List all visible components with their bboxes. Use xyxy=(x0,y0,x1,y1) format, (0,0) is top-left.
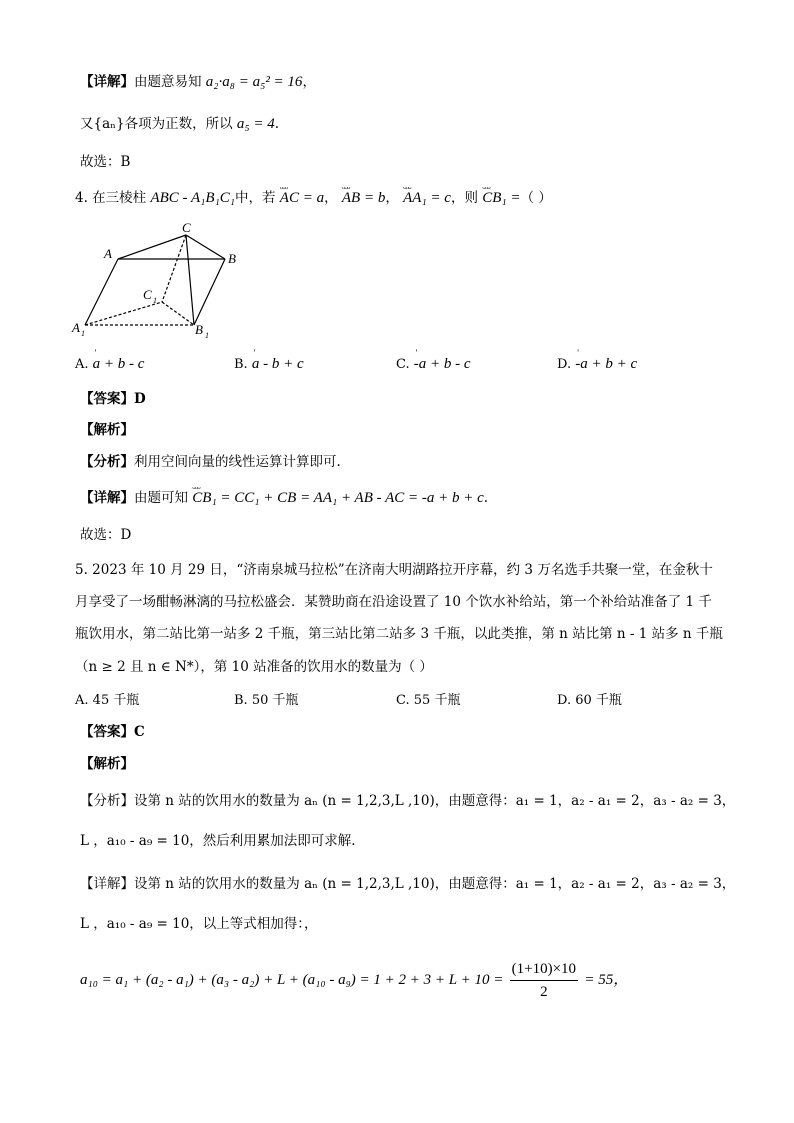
line2-text: 又{aₙ}各项为正数，所以 xyxy=(80,116,233,132)
q4-prefix: 4. 在三棱柱 xyxy=(75,190,147,206)
q5-fenxi-2: L ，a₁₀ - a₉ = 10，然后利用累加法即可求解. xyxy=(80,833,356,849)
fenxi-tag: 【分析】 xyxy=(80,454,134,470)
xiangjie-math: ᴗᴗᴗ CB₁ = CC₁ + CB = AA₁ + AB - AC = -a + b + c xyxy=(192,488,484,508)
option-label: D. xyxy=(557,357,572,372)
label-c: C xyxy=(182,222,191,235)
q4-option-d[interactable] xyxy=(557,354,637,375)
q4-stem: 4. 在三棱柱 ABC - A₁B₁C₁中，若 ᴗᴗᴗ AC = a， ᴗᴗᴗ AB = b， ᴗᴗᴗ AA₁ = c，则 ᴗᴗᴗ CB₁ =（ ） xyxy=(75,188,552,208)
q5-stem-4: （n ≥ 2 且 n ∈ N*），第 10 站准备的饮用水的数量为（ ） xyxy=(75,659,433,675)
q4-answer: 【答案】D xyxy=(80,391,146,407)
option-text: 45 千瓶 xyxy=(92,693,140,708)
line2-math: a₅ = 4 xyxy=(236,116,275,132)
punct: . xyxy=(483,490,489,506)
edge-cc1 xyxy=(162,235,186,302)
punct: . xyxy=(274,116,280,132)
option-text: 60 千瓶 xyxy=(575,693,622,708)
option-text: 55 千瓶 xyxy=(413,693,461,708)
q5-option-c[interactable] xyxy=(396,691,460,711)
q4-choice: 故选：D xyxy=(80,527,132,543)
option-text: 50 千瓶 xyxy=(251,693,299,708)
label-a: A xyxy=(104,246,112,261)
detail-tag: 【详解】 xyxy=(80,74,134,90)
fraction-denominator: 2 xyxy=(540,984,548,1000)
edge-a1c1 xyxy=(85,302,162,325)
option-expr: ' a - b + c xyxy=(252,354,304,374)
q5-xiangjie-2: L ，a₁₀ - a₉ = 10，以上等式相加得：， xyxy=(80,916,318,932)
xiangjie-tag: 【详解】 xyxy=(80,490,134,506)
q4-ask: ，则 xyxy=(450,190,478,206)
option-label: C. xyxy=(396,693,410,708)
edge-cb1 xyxy=(186,235,194,325)
xiangjie-text: 由题可知 xyxy=(134,490,188,506)
q5-stem-2: 月享受了一场酣畅淋漓的马拉松盛会．某赞助商在沿途设置了 10 个饮水补给站，第一个补给站准备了 1 千 xyxy=(75,594,712,610)
sum-fraction xyxy=(510,958,578,1003)
q5-sum-equation xyxy=(80,958,628,1003)
q4-target: ᴗᴗᴗ CB₁ = xyxy=(482,188,520,208)
solution-line-1 xyxy=(80,72,316,92)
edge-bb1 xyxy=(194,259,225,325)
q5-answer: 【答案】C xyxy=(80,724,145,740)
q5-option-a[interactable] xyxy=(75,691,139,711)
q4-given-2: ᴗᴗᴗ AB = b xyxy=(342,188,385,208)
option-label: B. xyxy=(234,357,248,372)
edge-cb xyxy=(186,235,225,259)
punct: ， xyxy=(302,74,316,90)
option-expr: ' a + b - c xyxy=(93,354,145,374)
sum-lhs: a₁₀ = a₁ + (a₂ - a₁) + (a₃ - a₂) + L + (a₁₀ - a₉) = 1 + 2 + 3 + L + 10 = xyxy=(80,972,504,988)
option-label: A. xyxy=(75,357,89,372)
choice-line: 故选：B xyxy=(80,154,131,170)
q4-analysis-tag: 【解析】 xyxy=(80,422,134,438)
sum-rhs: = 55， xyxy=(584,972,629,988)
option-label: A. xyxy=(75,693,89,708)
option-label: B. xyxy=(234,693,248,708)
q4-blank: （ ） xyxy=(520,190,552,206)
label-b: B xyxy=(228,251,236,266)
q4-xiangjie xyxy=(80,488,488,508)
q4-mid: 中，若 xyxy=(235,190,276,206)
label-b1: B xyxy=(195,322,203,337)
fraction-numerator: (1+10)×10 xyxy=(510,958,578,981)
q5-stem-1: 5. 2023 年 10 月 29 日，“济南泉城马拉松”在济南大明湖路拉开序幕，约 3 万名选手共聚一堂，在金秋十 xyxy=(75,562,713,578)
edge-ac xyxy=(118,235,186,259)
q5-option-d[interactable] xyxy=(557,691,622,711)
option-expr: ' -a + b - c xyxy=(414,354,471,374)
label-b1-sub: 1 xyxy=(205,331,209,340)
label-a1-sub: 1 xyxy=(81,329,85,338)
solution-line-2 xyxy=(80,114,279,134)
q4-option-a[interactable] xyxy=(75,354,144,375)
label-c1: C xyxy=(143,287,152,302)
prism-figure xyxy=(70,222,250,348)
q4-option-c[interactable] xyxy=(396,354,471,375)
q5-xiangjie-1: 【详解】设第 n 站的饮用水的数量为 aₙ (n = 1,2,3,L ,10)，由题意得：a₁ = 1，a₂ - a₁ = 2，a₃ - a₂ = 3， xyxy=(80,876,736,892)
q4-given-1: ᴗᴗᴗ AC = a xyxy=(280,188,324,208)
q5-analysis-tag: 【解析】 xyxy=(80,756,134,772)
option-label: D. xyxy=(557,693,572,708)
q4-fenxi xyxy=(80,452,341,472)
q4-given-3: ᴗᴗᴗ AA₁ = c xyxy=(403,188,451,208)
detail-text: 由题意易知 xyxy=(134,74,202,90)
edge-aa1 xyxy=(85,259,118,325)
label-c1-sub: 1 xyxy=(153,296,157,305)
detail-math: a₂·a₈ = a₅² = 16 xyxy=(205,74,303,90)
option-expr: ' -a + b + c xyxy=(575,354,637,374)
q4-option-b[interactable] xyxy=(234,354,304,375)
q5-fenxi-1: 【分析】设第 n 站的饮用水的数量为 aₙ (n = 1,2,3,L ,10)，由题意得：a₁ = 1，a₂ - a₁ = 2，a₃ - a₂ = 3， xyxy=(80,793,736,809)
fenxi-text: 利用空间向量的线性运算计算即可. xyxy=(134,454,341,470)
label-a1: A xyxy=(72,320,80,335)
q5-option-b[interactable] xyxy=(234,691,299,711)
option-label: C. xyxy=(396,357,410,372)
q5-stem-3: 瓶饮用水，第二站比第一站多 2 千瓶，第三站比第二站多 3 千瓶，以此类推，第 n 站比第 n - 1 站多 n 千瓶 xyxy=(75,626,723,642)
q4-prism: ABC - A₁B₁C₁ xyxy=(150,190,235,206)
edge-c1b1 xyxy=(162,302,194,325)
